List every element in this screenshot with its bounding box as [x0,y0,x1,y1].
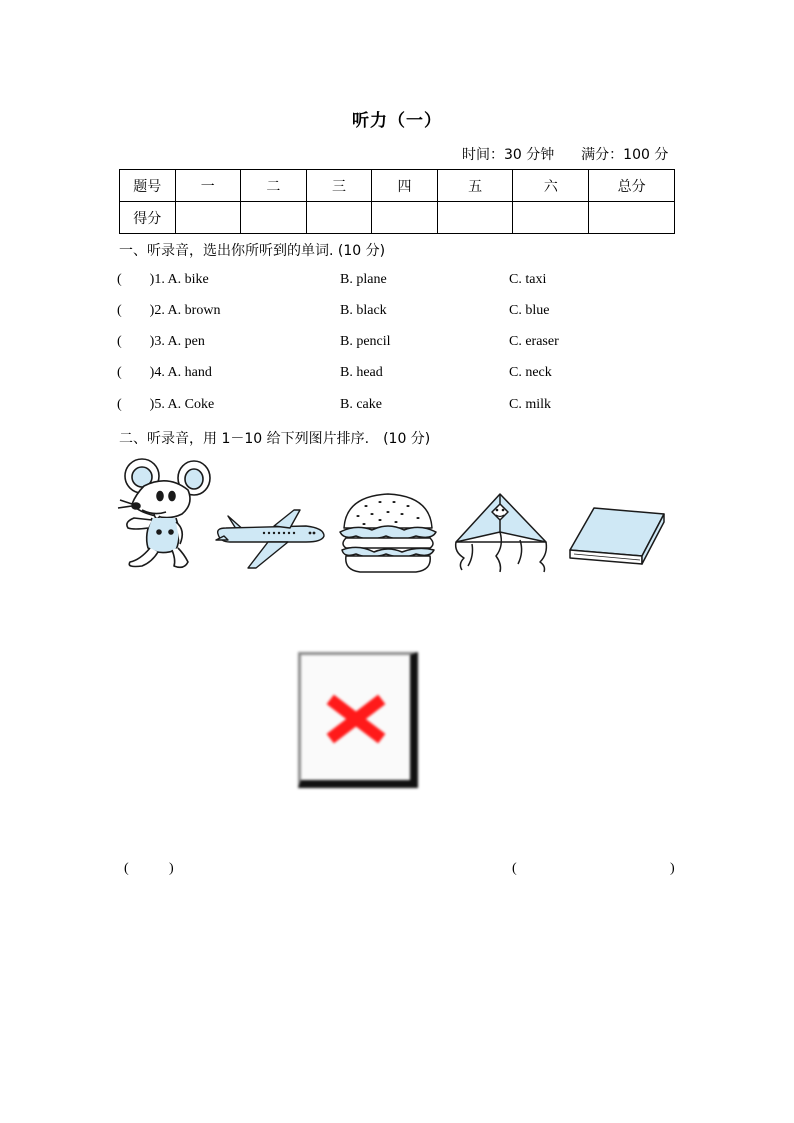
option-c: C. eraser [509,334,559,349]
score-cell: 得分 [120,202,176,234]
exam-full-score: 满分：100 分 [581,147,669,163]
score-cell: 一 [175,170,241,202]
section2-heading: 二、听录音，用 1－10 给下列图片排序. (10 分) [119,431,431,447]
option-a: )2. A. brown [149,303,221,318]
score-cell: 三 [306,170,372,202]
score-input-cell[interactable] [589,202,675,234]
score-cell: 总分 [589,170,675,202]
score-input-cell[interactable] [437,202,513,234]
question-row [117,334,205,350]
score-input-cell[interactable] [241,202,307,234]
answer-paren[interactable]: ( [117,365,122,380]
score-cell: 题号 [120,170,176,202]
option-a: )4. A. hand [149,365,212,380]
score-cell: 五 [437,170,513,202]
answer-bracket-open[interactable]: ( [124,861,129,876]
section1-heading: 一、听录音，选出你所听到的单词. (10 分) [119,243,386,259]
option-a: )5. A. Coke [149,397,215,412]
question-row [117,397,214,413]
option-a: )3. A. pen [149,334,205,349]
score-input-cell[interactable] [372,202,438,234]
option-c: C. taxi [509,272,547,287]
answer-paren[interactable]: ( [117,397,122,412]
answer-paren[interactable]: ( [117,303,122,318]
hamburger-picture [336,490,440,574]
broken-image-icon [301,655,410,780]
option-b: B. plane [340,272,387,287]
page-title: 听力（一） [352,111,442,131]
broken-image-placeholder [298,652,418,788]
question-row [117,303,220,319]
answer-paren[interactable]: ( [117,334,122,349]
exam-time: 时间：30 分钟 [462,147,555,163]
answer-paren[interactable]: ( [117,272,122,287]
score-table-score-row [120,202,675,234]
option-b: B. pencil [340,334,391,349]
answer-bracket-open[interactable]: ( [512,861,517,876]
airplane-picture [214,506,328,572]
exam-meta [462,144,670,164]
question-row [117,272,209,288]
score-input-cell[interactable] [175,202,241,234]
option-c: C. neck [509,365,552,380]
score-cell: 四 [372,170,438,202]
score-input-cell[interactable] [306,202,372,234]
answer-bracket-close: ) [169,861,174,876]
option-a: )1. A. bike [149,272,209,287]
score-cell: 二 [241,170,307,202]
score-cell: 六 [513,170,589,202]
mouse-picture [114,456,214,572]
option-b: B. black [340,303,387,318]
option-c: C. milk [509,397,552,412]
option-c: C. blue [509,303,550,318]
score-table [119,169,675,234]
kite-picture [450,490,552,574]
score-input-cell[interactable] [513,202,589,234]
option-b: B. cake [340,397,382,412]
answer-bracket-close: ) [670,861,675,876]
question-row [117,365,212,381]
book-picture [566,504,668,572]
option-b: B. head [340,365,383,380]
score-table-header-row [120,170,675,202]
